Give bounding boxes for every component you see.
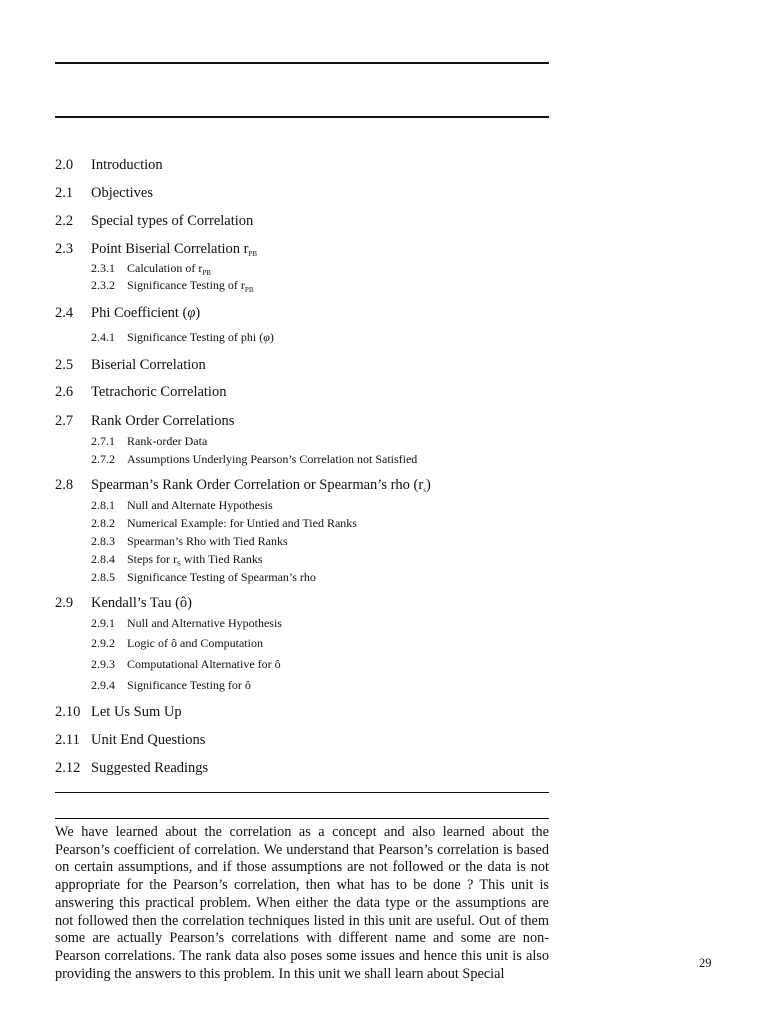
- toc-number: 2.3.2: [91, 278, 115, 292]
- toc-label: Logic of ô and Computation: [127, 636, 263, 650]
- header-rule-top: [55, 62, 549, 64]
- toc-number: 2.8.3: [91, 534, 115, 548]
- toc-number: 2.6: [55, 384, 74, 400]
- toc-number: 2.7.2: [91, 452, 115, 466]
- section-rule-top: [55, 792, 549, 793]
- toc-entry-2-11: [55, 732, 205, 749]
- toc-entry-2-6: [55, 384, 226, 401]
- toc-number: 2.8.4: [91, 552, 115, 566]
- toc-label: Spearman’s Rank Order Correlation or Spearman’s rho (r: [91, 477, 424, 493]
- toc-entry-2-9-2: [91, 636, 263, 651]
- toc-number: 2.1: [55, 185, 74, 201]
- toc-label: Calculation of r: [127, 261, 203, 275]
- introduction-paragraph: We have learned about the correlation as a concept and also learned about the Pearson’s coefficient of correlation. We understand that Pearson’s correlation is based on certain assumptions, and if those assumptions are not followed or the data is not appropriate for the Pearson’s correlation, then what has to be done ? This unit is answering this practical problem. When either the data type or the assumptions are not followed then the correlation techniques listed in this unit are useful. Out of them some are actually Pearson’s correlations with different name and some are non-Pearson correlations. The rank data also poses some issues and hence this unit is also providing the answers to this problem. In this unit we shall learn about Special: [55, 824, 549, 982]
- toc-subscript: S: [177, 560, 181, 568]
- toc-number: 2.9: [55, 595, 74, 611]
- toc-entry-2-1: [55, 185, 153, 202]
- toc-entry-2-8-5: [91, 570, 316, 585]
- toc-entry-2-4: [55, 305, 200, 322]
- toc-entry-2-9-1: [91, 616, 282, 631]
- toc-label: Rank-order Data: [127, 434, 208, 448]
- toc-entry-2-7-2: [91, 452, 417, 467]
- toc-number: 2.0: [55, 157, 74, 173]
- toc-number: 2.3.1: [91, 261, 115, 275]
- toc-subscript: PB: [202, 269, 211, 277]
- toc-number: 2.4: [55, 305, 74, 321]
- toc-entry-2-7: [55, 413, 234, 430]
- toc-label: Numerical Example: for Untied and Tied Ranks: [127, 516, 357, 530]
- toc-entry-2-7-1: [91, 434, 207, 449]
- toc-label: Computational Alternative for ô: [127, 657, 281, 671]
- section-rule-bottom: [55, 818, 549, 819]
- toc-label-tail: with Tied Ranks: [180, 552, 263, 566]
- toc-subscript: PB: [248, 250, 258, 258]
- toc-number: 2.8.2: [91, 516, 115, 530]
- toc-number: 2.4.1: [91, 330, 115, 344]
- toc-label: Null and Alternate Hypothesis: [127, 498, 273, 512]
- toc-label: Rank Order Correlations: [91, 413, 235, 429]
- toc-entry-2-2: [55, 213, 253, 230]
- toc-entry-2-8: [55, 477, 431, 494]
- toc-label: Objectives: [91, 185, 154, 201]
- toc-number: 2.10: [55, 704, 81, 720]
- toc-label: Null and Alternative Hypothesis: [127, 616, 282, 630]
- toc-label: Introduction: [91, 157, 163, 173]
- toc-number: 2.8: [55, 477, 74, 493]
- toc-number: 2.9.2: [91, 636, 115, 650]
- toc-label: Tetrachoric Correlation: [91, 384, 227, 400]
- toc-entry-2-8-4: [91, 552, 263, 568]
- toc-number: 2.8.5: [91, 570, 115, 584]
- toc-entry-2-8-1: [91, 498, 273, 513]
- toc-entry-2-5: [55, 357, 206, 374]
- toc-entry-2-3: [55, 241, 257, 258]
- toc-number: 2.7.1: [91, 434, 115, 448]
- toc-entry-2-10: [55, 704, 182, 721]
- phi-symbol: φ: [187, 305, 196, 321]
- toc-number: 2.5: [55, 357, 74, 373]
- toc-label: Special types of Correlation: [91, 213, 254, 229]
- toc-label: Assumptions Underlying Pearson’s Correlation not Satisfied: [127, 452, 418, 466]
- toc-entry-2-9-4: [91, 678, 251, 693]
- toc-label-tail: ): [195, 305, 201, 321]
- toc-label: Significance Testing of Spearman’s rho: [127, 570, 316, 584]
- toc-label: Steps for r: [127, 552, 177, 566]
- toc-label: Kendall’s Tau (ô): [91, 595, 192, 611]
- toc-label-tail: ): [425, 477, 431, 493]
- header-rule-bottom: [55, 116, 549, 118]
- toc-label: Spearman’s Rho with Tied Ranks: [127, 534, 288, 548]
- toc-label: Unit End Questions: [91, 732, 206, 748]
- toc-label: Let Us Sum Up: [91, 704, 182, 720]
- toc-entry-2-9-3: [91, 657, 281, 672]
- toc-number: 2.8.1: [91, 498, 115, 512]
- toc-entry-2-12: [55, 760, 208, 777]
- toc-label: Suggested Readings: [91, 760, 209, 776]
- toc-label: Point Biserial Correlation r: [91, 241, 249, 257]
- toc-label: Significance Testing of r: [127, 278, 245, 292]
- toc-entry-2-3-2: [91, 278, 253, 294]
- toc-label: Significance Testing for ô: [127, 678, 251, 692]
- toc-number: 2.12: [55, 760, 81, 776]
- toc-subscript: s: [423, 486, 426, 494]
- toc-number: 2.3: [55, 241, 74, 257]
- toc-number: 2.11: [55, 732, 80, 748]
- toc-number: 2.2: [55, 213, 74, 229]
- toc-label: Significance Testing of phi (: [127, 330, 264, 344]
- toc-entry-2-8-2: [91, 516, 357, 531]
- toc-number: 2.9.1: [91, 616, 115, 630]
- phi-symbol: φ: [263, 330, 270, 344]
- toc-entry-2-8-3: [91, 534, 288, 549]
- toc-label: Biserial Correlation: [91, 357, 206, 373]
- page-number: 29: [699, 956, 712, 970]
- toc-entry-2-4-1: [91, 330, 274, 345]
- toc-number: 2.9.3: [91, 657, 115, 671]
- toc-entry-2-3-1: [91, 261, 211, 277]
- toc-subscript: PB: [244, 286, 254, 294]
- toc-label: Phi Coefficient (: [91, 305, 188, 321]
- toc-number: 2.9.4: [91, 678, 115, 692]
- toc-number: 2.7: [55, 413, 74, 429]
- toc-entry-2-9: [55, 595, 192, 612]
- toc-entry-2-0: [55, 157, 163, 174]
- toc-label-tail: ): [269, 330, 274, 344]
